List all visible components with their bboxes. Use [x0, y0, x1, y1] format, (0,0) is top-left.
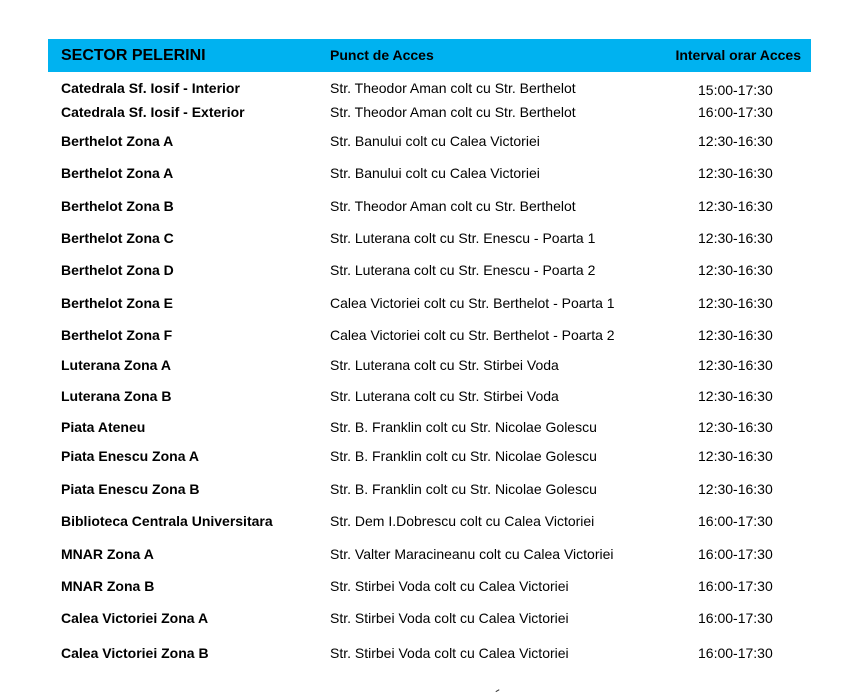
table-row [0, 228, 861, 248]
access-cell: Calea Victoriei colt cu Str. Berthelot - Poarta 2 [330, 327, 615, 343]
table-row [0, 479, 861, 499]
access-cell: Str. B. Franklin colt cu Str. Nicolae Golescu [330, 481, 597, 497]
zone-cell: MNAR Zona B [61, 578, 155, 594]
zone-cell: Berthelot Zona E [61, 295, 174, 311]
zone-cell: Piata Enescu Zona A [61, 448, 199, 464]
time-cell: 16:00-17:30 [698, 610, 773, 626]
zone-cell: Calea Victoriei Zona A [61, 610, 209, 626]
zone-cell: Berthelot Zona C [61, 230, 174, 246]
access-cell: Str. Banului colt cu Calea Victoriei [330, 133, 540, 149]
access-cell: Str. Theodor Aman colt cu Str. Berthelot [330, 104, 576, 120]
zone-cell: Catedrala Sf. Iosif - Interior [61, 80, 240, 96]
access-cell: Str. Luterana colt cu Str. Stirbei Voda [330, 357, 559, 373]
time-cell: 12:30-16:30 [698, 262, 773, 278]
table-row [0, 163, 861, 183]
time-cell: 12:30-16:30 [698, 230, 773, 246]
header-access-interval: Interval orar Acces [675, 47, 801, 63]
access-cell: Str. Luterana colt cu Str. Enescu - Poarta 1 [330, 230, 596, 246]
table-row [0, 131, 861, 151]
time-cell: 12:30-16:30 [698, 357, 773, 373]
zone-cell: Biblioteca Centrala Universitara [61, 513, 273, 529]
time-cell: 16:00-17:30 [698, 513, 773, 529]
access-cell: Str. Theodor Aman colt cu Str. Berthelot [330, 198, 576, 214]
table-row [0, 293, 861, 313]
time-cell: 16:00-17:30 [698, 578, 773, 594]
zone-cell: Berthelot Zona F [61, 327, 173, 343]
time-cell: 12:30-16:30 [698, 133, 773, 149]
header-access-point: Punct de Acces [330, 47, 434, 63]
time-cell: 16:00-17:30 [698, 546, 773, 562]
table-row [0, 260, 861, 280]
table-row [0, 196, 861, 216]
access-cell: Str. Luterana colt cu Str. Enescu - Poarta 2 [330, 262, 596, 278]
access-cell: Str. Stirbei Voda colt cu Calea Victoriei [330, 610, 569, 626]
zone-cell: Piata Ateneu [61, 419, 146, 435]
table-row [0, 417, 861, 437]
time-cell: 12:30-16:30 [698, 327, 773, 343]
zone-cell: Berthelot Zona B [61, 198, 174, 214]
table-row [0, 544, 861, 564]
access-cell: Str. Theodor Aman colt cu Str. Berthelot [330, 80, 576, 96]
time-cell: 16:00-17:30 [698, 104, 773, 120]
zone-cell: Luterana Zona A [61, 357, 171, 373]
table-row [0, 576, 861, 596]
time-cell: 12:30-16:30 [698, 388, 773, 404]
zone-cell: Luterana Zona B [61, 388, 172, 404]
zone-cell: Piata Enescu Zona B [61, 481, 200, 497]
time-cell: 12:30-16:30 [698, 198, 773, 214]
header-sector: SECTOR PELERINI [61, 47, 206, 64]
table-row [0, 608, 861, 628]
access-cell: Str. Luterana colt cu Str. Stirbei Voda [330, 388, 559, 404]
access-cell: Str. Valter Maracineanu colt cu Calea Victoriei [330, 546, 614, 562]
time-cell: 12:30-16:30 [698, 481, 773, 497]
table-row [0, 355, 861, 375]
table-row [0, 446, 861, 466]
table-row [0, 325, 861, 345]
zone-cell: Berthelot Zona A [61, 165, 174, 181]
time-cell: 16:00-17:30 [698, 645, 773, 661]
time-cell: 12:30-16:30 [698, 295, 773, 311]
zone-cell: Calea Victoriei Zona B [61, 645, 209, 661]
access-cell: Calea Victoriei colt cu Str. Berthelot - Poarta 1 [330, 295, 615, 311]
access-cell: Str. Banului colt cu Calea Victoriei [330, 165, 540, 181]
time-cell: 15:00-17:30 [698, 82, 773, 98]
access-cell: Str. Stirbei Voda colt cu Calea Victoriei [330, 645, 569, 661]
zone-cell: MNAR Zona A [61, 546, 154, 562]
time-cell: 12:30-16:30 [698, 165, 773, 181]
table-row [0, 78, 861, 98]
time-cell: 12:30-16:30 [698, 419, 773, 435]
table-row [0, 511, 861, 531]
access-cell: Str. B. Franklin colt cu Str. Nicolae Golescu [330, 419, 597, 435]
access-cell: Str. Stirbei Voda colt cu Calea Victoriei [330, 578, 569, 594]
table-row [0, 386, 861, 406]
zone-cell: Berthelot Zona D [61, 262, 174, 278]
zone-cell: Catedrala Sf. Iosif - Exterior [61, 104, 245, 120]
table-row [0, 643, 861, 663]
access-cell: Str. B. Franklin colt cu Str. Nicolae Golescu [330, 448, 597, 464]
access-cell: Str. Dem I.Dobrescu colt cu Calea Victoriei [330, 513, 595, 529]
table-row [0, 102, 861, 122]
zone-cell: Berthelot Zona A [61, 133, 174, 149]
time-cell: 12:30-16:30 [698, 448, 773, 464]
